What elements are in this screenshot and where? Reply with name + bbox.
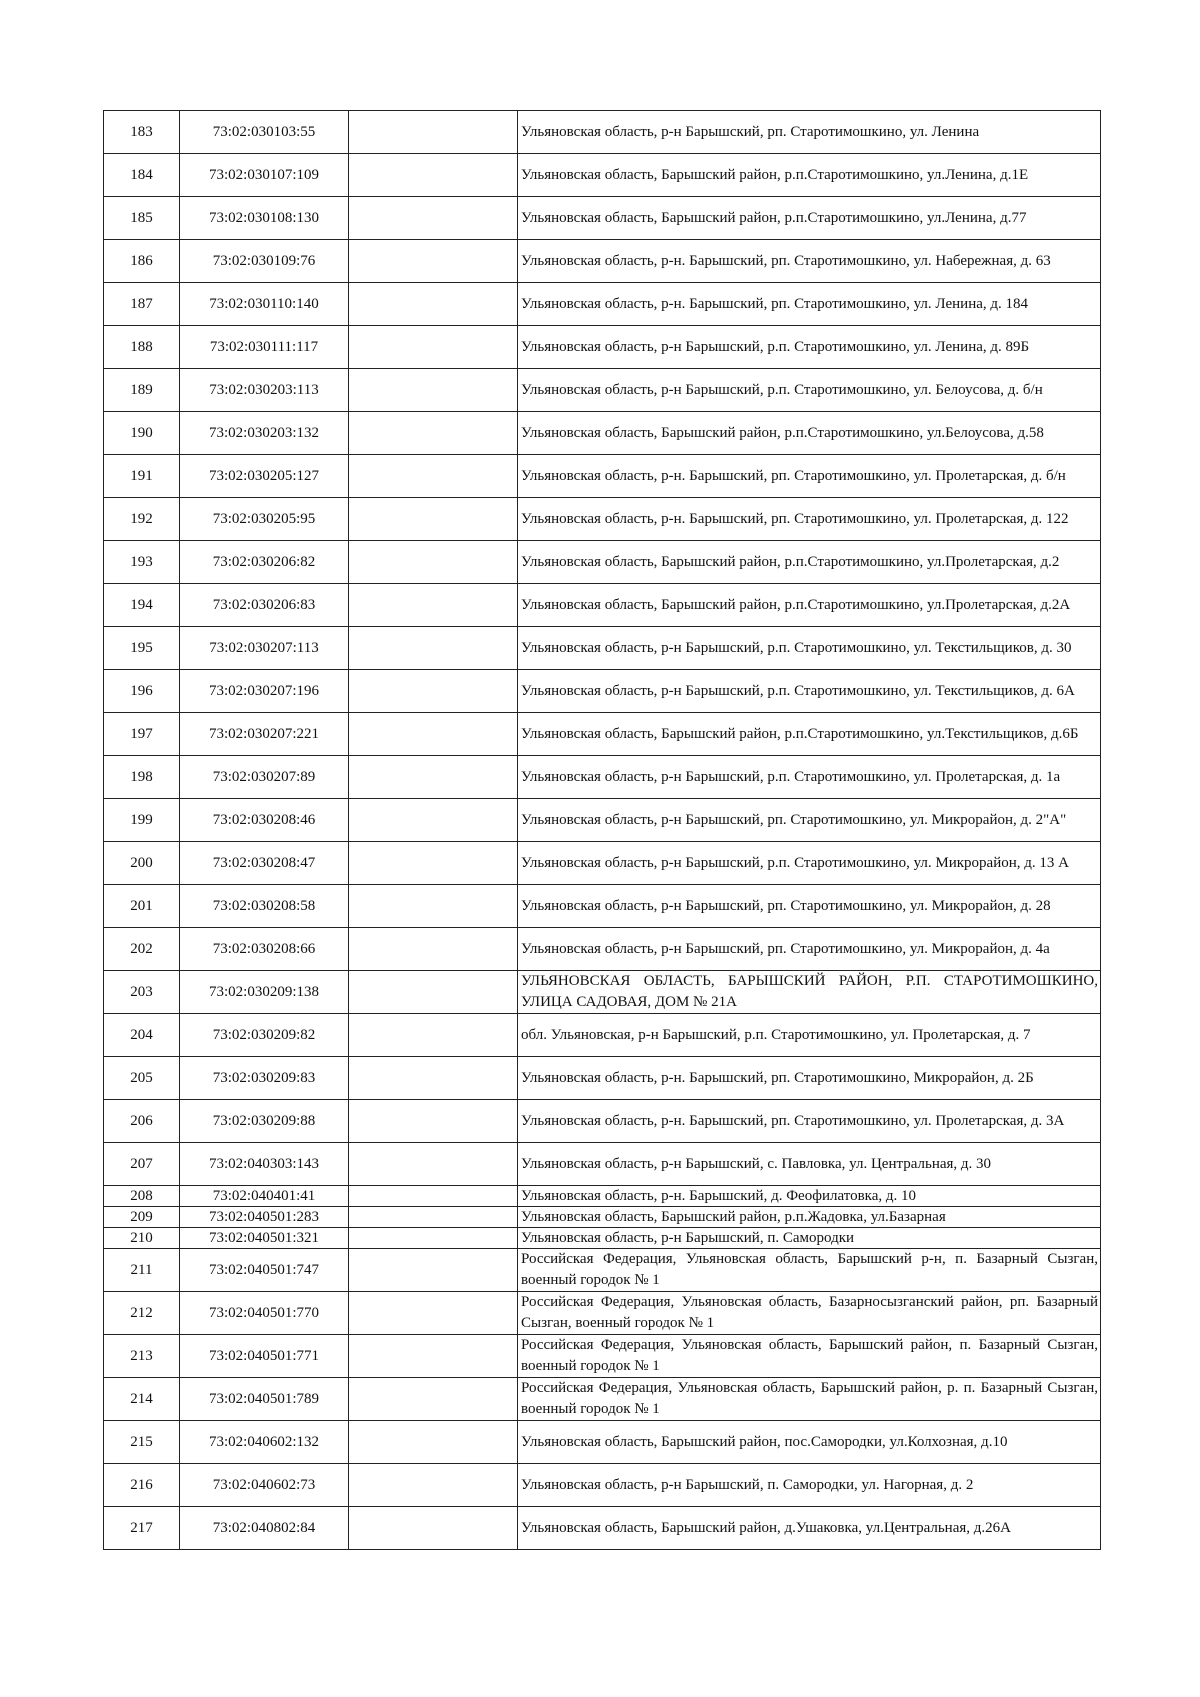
empty-cell — [349, 627, 518, 670]
cadastral-number-cell: 73:02:030208:58 — [180, 885, 349, 928]
empty-cell — [349, 1186, 518, 1207]
row-number-cell: 187 — [104, 283, 180, 326]
address-cell: Ульяновская область, Барышский район, пос.Самородки, ул.Колхозная, д.10 — [518, 1421, 1101, 1464]
row-number-cell: 215 — [104, 1421, 180, 1464]
row-number-cell: 200 — [104, 842, 180, 885]
cadastral-number-cell: 73:02:030208:47 — [180, 842, 349, 885]
address-cell: обл. Ульяновская, р-н Барышский, р.п. Старотимошкино, ул. Пролетарская, д. 7 — [518, 1014, 1101, 1057]
address-cell: Ульяновская область, р-н. Барышский, рп. Старотимошкино, ул. Ленина, д. 184 — [518, 283, 1101, 326]
row-number-cell: 199 — [104, 799, 180, 842]
objects-table — [103, 110, 1101, 1550]
address-cell: Ульяновская область, Барышский район, д.Ушаковка, ул.Центральная, д.26А — [518, 1507, 1101, 1550]
table-row — [104, 1464, 1101, 1507]
table-row — [104, 240, 1101, 283]
cadastral-number-cell: 73:02:030208:66 — [180, 928, 349, 971]
table-row — [104, 842, 1101, 885]
table-row — [104, 1335, 1101, 1378]
table-row — [104, 756, 1101, 799]
table-row — [104, 1100, 1101, 1143]
empty-cell — [349, 1507, 518, 1550]
table-row — [104, 154, 1101, 197]
table-row — [104, 1186, 1101, 1207]
address-cell: Российская Федерация, Ульяновская область, Базарносызганский район, рп. Базарный Сызган, военный городок № 1 — [518, 1292, 1101, 1335]
empty-cell — [349, 713, 518, 756]
cadastral-number-cell: 73:02:030206:83 — [180, 584, 349, 627]
table-row — [104, 713, 1101, 756]
table-row — [104, 498, 1101, 541]
row-number-cell: 214 — [104, 1378, 180, 1421]
table-row — [104, 197, 1101, 240]
row-number-cell: 186 — [104, 240, 180, 283]
table-row — [104, 1378, 1101, 1421]
table-row — [104, 369, 1101, 412]
row-number-cell: 192 — [104, 498, 180, 541]
objects-table-body — [104, 111, 1101, 1550]
cadastral-number-cell: 73:02:030107:109 — [180, 154, 349, 197]
empty-cell — [349, 1207, 518, 1228]
row-number-cell: 201 — [104, 885, 180, 928]
empty-cell — [349, 1228, 518, 1249]
cadastral-number-cell: 73:02:030203:113 — [180, 369, 349, 412]
address-cell: Ульяновская область, р-н Барышский, с. Павловка, ул. Центральная, д. 30 — [518, 1143, 1101, 1186]
address-cell: Ульяновская область, р-н Барышский, п. Самородки — [518, 1228, 1101, 1249]
row-number-cell: 185 — [104, 197, 180, 240]
cadastral-number-cell: 73:02:030110:140 — [180, 283, 349, 326]
row-number-cell: 216 — [104, 1464, 180, 1507]
row-number-cell: 212 — [104, 1292, 180, 1335]
empty-cell — [349, 455, 518, 498]
address-cell: Ульяновская область, Барышский район, р.п.Старотимошкино, ул.Ленина, д.1Е — [518, 154, 1101, 197]
address-cell: Ульяновская область, р-н Барышский, р.п. Старотимошкино, ул. Ленина, д. 89Б — [518, 326, 1101, 369]
address-cell: Ульяновская область, Барышский район, р.п.Старотимошкино, ул.Ленина, д.77 — [518, 197, 1101, 240]
cadastral-number-cell: 73:02:040501:321 — [180, 1228, 349, 1249]
cadastral-number-cell: 73:02:040501:771 — [180, 1335, 349, 1378]
row-number-cell: 194 — [104, 584, 180, 627]
cadastral-number-cell: 73:02:030108:130 — [180, 197, 349, 240]
address-cell: Ульяновская область, Барышский район, р.п.Старотимошкино, ул.Текстильщиков, д.6Б — [518, 713, 1101, 756]
row-number-cell: 183 — [104, 111, 180, 154]
empty-cell — [349, 971, 518, 1014]
row-number-cell: 217 — [104, 1507, 180, 1550]
table-row — [104, 412, 1101, 455]
row-number-cell: 213 — [104, 1335, 180, 1378]
address-cell: Ульяновская область, р-н. Барышский, рп. Старотимошкино, ул. Пролетарская, д. 122 — [518, 498, 1101, 541]
address-cell: Ульяновская область, р-н Барышский, р.п. Старотимошкино, ул. Белоусова, д. б/н — [518, 369, 1101, 412]
empty-cell — [349, 928, 518, 971]
cadastral-number-cell: 73:02:030207:113 — [180, 627, 349, 670]
row-number-cell: 208 — [104, 1186, 180, 1207]
table-row — [104, 971, 1101, 1014]
table-row — [104, 111, 1101, 154]
cadastral-number-cell: 73:02:030111:117 — [180, 326, 349, 369]
empty-cell — [349, 1464, 518, 1507]
cadastral-number-cell: 73:02:040401:41 — [180, 1186, 349, 1207]
cadastral-number-cell: 73:02:040602:132 — [180, 1421, 349, 1464]
table-row — [104, 1228, 1101, 1249]
address-cell: Ульяновская область, р-н Барышский, рп. Старотимошкино, ул. Микрорайон, д. 2"А" — [518, 799, 1101, 842]
table-row — [104, 1057, 1101, 1100]
row-number-cell: 211 — [104, 1249, 180, 1292]
table-row — [104, 1292, 1101, 1335]
row-number-cell: 189 — [104, 369, 180, 412]
empty-cell — [349, 1057, 518, 1100]
cadastral-number-cell: 73:02:040501:789 — [180, 1378, 349, 1421]
cadastral-number-cell: 73:02:040501:770 — [180, 1292, 349, 1335]
cadastral-number-cell: 73:02:030103:55 — [180, 111, 349, 154]
empty-cell — [349, 584, 518, 627]
row-number-cell: 207 — [104, 1143, 180, 1186]
address-cell: Ульяновская область, р-н Барышский, рп. Старотимошкино, ул. Микрорайон, д. 28 — [518, 885, 1101, 928]
address-cell: Ульяновская область, р-н. Барышский, рп. Старотимошкино, ул. Набережная, д. 63 — [518, 240, 1101, 283]
cadastral-number-cell: 73:02:030203:132 — [180, 412, 349, 455]
cadastral-number-cell: 73:02:040501:747 — [180, 1249, 349, 1292]
table-row — [104, 326, 1101, 369]
address-cell: Российская Федерация, Ульяновская область, Барышский р-н, п. Базарный Сызган, военный городок № 1 — [518, 1249, 1101, 1292]
row-number-cell: 210 — [104, 1228, 180, 1249]
cadastral-number-cell: 73:02:040303:143 — [180, 1143, 349, 1186]
address-cell: Российская Федерация, Ульяновская область, Барышский район, п. Базарный Сызган, военный городок № 1 — [518, 1335, 1101, 1378]
table-row — [104, 283, 1101, 326]
row-number-cell: 197 — [104, 713, 180, 756]
address-cell: Российская Федерация, Ульяновская область, Барышский район, р. п. Базарный Сызган, военный городок № 1 — [518, 1378, 1101, 1421]
table-row — [104, 1421, 1101, 1464]
row-number-cell: 206 — [104, 1100, 180, 1143]
cadastral-number-cell: 73:02:030209:83 — [180, 1057, 349, 1100]
table-row — [104, 1507, 1101, 1550]
address-cell: Ульяновская область, р-н Барышский, п. Самородки, ул. Нагорная, д. 2 — [518, 1464, 1101, 1507]
table-row — [104, 1014, 1101, 1057]
address-cell: Ульяновская область, р-н Барышский, рп. Старотимошкино, ул. Ленина — [518, 111, 1101, 154]
table-row — [104, 799, 1101, 842]
row-number-cell: 202 — [104, 928, 180, 971]
empty-cell — [349, 111, 518, 154]
cadastral-number-cell: 73:02:030207:89 — [180, 756, 349, 799]
address-cell: Ульяновская область, р-н. Барышский, рп. Старотимошкино, ул. Пролетарская, д. б/н — [518, 455, 1101, 498]
row-number-cell: 190 — [104, 412, 180, 455]
address-cell: Ульяновская область, р-н. Барышский, рп. Старотимошкино, ул. Пролетарская, д. 3А — [518, 1100, 1101, 1143]
address-cell: Ульяновская область, р-н Барышский, р.п. Старотимошкино, ул. Текстильщиков, д. 30 — [518, 627, 1101, 670]
row-number-cell: 209 — [104, 1207, 180, 1228]
empty-cell — [349, 498, 518, 541]
empty-cell — [349, 541, 518, 584]
row-number-cell: 204 — [104, 1014, 180, 1057]
row-number-cell: 196 — [104, 670, 180, 713]
empty-cell — [349, 670, 518, 713]
empty-cell — [349, 369, 518, 412]
row-number-cell: 203 — [104, 971, 180, 1014]
address-cell: Ульяновская область, р-н. Барышский, д. Феофилатовка, д. 10 — [518, 1186, 1101, 1207]
cadastral-number-cell: 73:02:030205:127 — [180, 455, 349, 498]
cadastral-number-cell: 73:02:030209:88 — [180, 1100, 349, 1143]
empty-cell — [349, 1249, 518, 1292]
cadastral-number-cell: 73:02:030209:82 — [180, 1014, 349, 1057]
empty-cell — [349, 1421, 518, 1464]
row-number-cell: 198 — [104, 756, 180, 799]
cadastral-number-cell: 73:02:030207:221 — [180, 713, 349, 756]
cadastral-number-cell: 73:02:030208:46 — [180, 799, 349, 842]
address-cell: Ульяновская область, р-н Барышский, р.п. Старотимошкино, ул. Пролетарская, д. 1а — [518, 756, 1101, 799]
address-cell: Ульяновская область, р-н Барышский, р.п. Старотимошкино, ул. Текстильщиков, д. 6А — [518, 670, 1101, 713]
address-cell: Ульяновская область, р-н Барышский, р.п. Старотимошкино, ул. Микрорайон, д. 13 А — [518, 842, 1101, 885]
address-cell: Ульяновская область, р-н Барышский, рп. Старотимошкино, ул. Микрорайон, д. 4а — [518, 928, 1101, 971]
empty-cell — [349, 1335, 518, 1378]
empty-cell — [349, 1100, 518, 1143]
table-row — [104, 541, 1101, 584]
empty-cell — [349, 756, 518, 799]
empty-cell — [349, 842, 518, 885]
empty-cell — [349, 1143, 518, 1186]
table-row — [104, 584, 1101, 627]
table-row — [104, 1143, 1101, 1186]
empty-cell — [349, 283, 518, 326]
address-cell: УЛЬЯНОВСКАЯ ОБЛАСТЬ, БАРЫШСКИЙ РАЙОН, Р.П. СТАРОТИМОШКИНО, УЛИЦА САДОВАЯ, ДОМ № 21А — [518, 971, 1101, 1014]
empty-cell — [349, 197, 518, 240]
cadastral-number-cell: 73:02:030206:82 — [180, 541, 349, 584]
cadastral-number-cell: 73:02:030109:76 — [180, 240, 349, 283]
address-cell: Ульяновская область, р-н. Барышский, рп. Старотимошкино, Микрорайон, д. 2Б — [518, 1057, 1101, 1100]
table-row — [104, 670, 1101, 713]
table-row — [104, 1249, 1101, 1292]
empty-cell — [349, 1378, 518, 1421]
empty-cell — [349, 1292, 518, 1335]
empty-cell — [349, 412, 518, 455]
row-number-cell: 205 — [104, 1057, 180, 1100]
cadastral-number-cell: 73:02:030207:196 — [180, 670, 349, 713]
address-cell: Ульяновская область, Барышский район, р.п.Жадовка, ул.Базарная — [518, 1207, 1101, 1228]
table-row — [104, 627, 1101, 670]
cadastral-number-cell: 73:02:040602:73 — [180, 1464, 349, 1507]
empty-cell — [349, 1014, 518, 1057]
row-number-cell: 188 — [104, 326, 180, 369]
cadastral-number-cell: 73:02:030209:138 — [180, 971, 349, 1014]
address-cell: Ульяновская область, Барышский район, р.п.Старотимошкино, ул.Белоусова, д.58 — [518, 412, 1101, 455]
table-row — [104, 885, 1101, 928]
address-cell: Ульяновская область, Барышский район, р.п.Старотимошкино, ул.Пролетарская, д.2А — [518, 584, 1101, 627]
empty-cell — [349, 154, 518, 197]
table-row — [104, 455, 1101, 498]
row-number-cell: 195 — [104, 627, 180, 670]
address-cell: Ульяновская область, Барышский район, р.п.Старотимошкино, ул.Пролетарская, д.2 — [518, 541, 1101, 584]
cadastral-number-cell: 73:02:040501:283 — [180, 1207, 349, 1228]
row-number-cell: 184 — [104, 154, 180, 197]
row-number-cell: 191 — [104, 455, 180, 498]
table-row — [104, 928, 1101, 971]
empty-cell — [349, 885, 518, 928]
empty-cell — [349, 326, 518, 369]
empty-cell — [349, 799, 518, 842]
empty-cell — [349, 240, 518, 283]
table-row — [104, 1207, 1101, 1228]
cadastral-number-cell: 73:02:030205:95 — [180, 498, 349, 541]
row-number-cell: 193 — [104, 541, 180, 584]
cadastral-number-cell: 73:02:040802:84 — [180, 1507, 349, 1550]
